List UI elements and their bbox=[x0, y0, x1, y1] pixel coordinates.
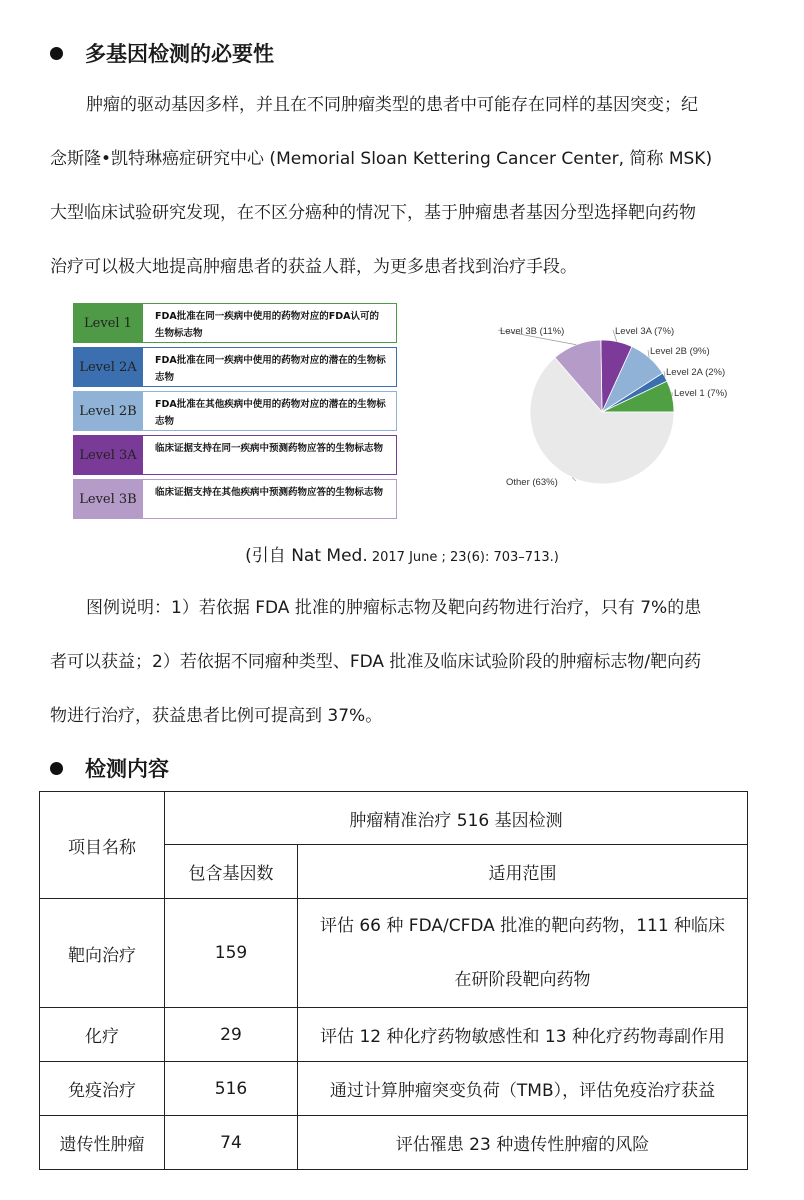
level-label: Level 3A bbox=[73, 435, 143, 475]
level-label: Level 3B bbox=[73, 479, 143, 519]
table-row bbox=[40, 899, 748, 1008]
section-heading-text: 检测内容 bbox=[85, 757, 169, 781]
pie-slice-label: Level 2A (2%) bbox=[666, 367, 726, 378]
row-scope bbox=[298, 899, 748, 1008]
level-row bbox=[73, 435, 397, 475]
paragraph-line: 图例说明：1）若依据 FDA 批准的肿瘤标志物及靶向药物进行治疗，只有 7%的患 bbox=[86, 598, 702, 618]
level-row bbox=[73, 391, 397, 431]
level-row bbox=[73, 479, 397, 519]
citation-prefix: (引自 Nat Med. bbox=[245, 546, 368, 566]
table-row bbox=[40, 1062, 748, 1116]
bullet-icon bbox=[50, 762, 63, 775]
citation bbox=[0, 541, 804, 566]
bullet-icon bbox=[50, 47, 63, 60]
citation-rest: 2017 June ; 23(6): 703–713.) bbox=[367, 550, 559, 565]
row-gene-count: 29 bbox=[165, 1008, 298, 1062]
level-description: 临床证据支持在其他疾病中预测药物应答的生物标志物 bbox=[143, 479, 397, 519]
header-item-name: 项目名称 bbox=[40, 792, 165, 899]
level-classification-table bbox=[73, 303, 397, 523]
paragraph-line: 肿瘤的驱动基因多样，并且在不同肿瘤类型的患者中可能存在同样的基因突变；纪 bbox=[86, 95, 698, 115]
paragraph-line: 大型临床试验研究发现，在不区分癌种的情况下，基于肿瘤患者基因分型选择靶向药物 bbox=[50, 203, 696, 223]
intro-paragraph bbox=[50, 78, 756, 294]
row-scope: 通过计算肿瘤突变负荷（TMB），评估免疫治疗获益 bbox=[298, 1062, 748, 1116]
row-gene-count: 159 bbox=[165, 899, 298, 1008]
level-row bbox=[73, 347, 397, 387]
row-item-name: 靶向治疗 bbox=[40, 899, 165, 1008]
row-item-name: 免疫治疗 bbox=[40, 1062, 165, 1116]
level-description: FDA批准在同一疾病中使用的药物对应的潜在的生物标志物 bbox=[143, 347, 397, 387]
level-label: Level 2A bbox=[73, 347, 143, 387]
paragraph-line: 念斯隆•凯特琳癌症研究中心 (Memorial Sloan Kettering Cancer Center, 简称 MSK) bbox=[50, 149, 713, 169]
pie-slice-label: Level 1 (7%) bbox=[674, 388, 728, 399]
paragraph-line: 者可以获益；2）若依据不同瘤种类型、FDA 批准及临床试验阶段的肿瘤标志物/靶向药 bbox=[50, 652, 702, 672]
row-gene-count: 74 bbox=[165, 1116, 298, 1170]
pie-slice-label: Level 3B (11%) bbox=[500, 326, 565, 337]
header-gene-count: 包含基因数 bbox=[165, 845, 298, 899]
paragraph-line: 治疗可以极大地提高肿瘤患者的获益人群，为更多患者找到治疗手段。 bbox=[50, 257, 577, 277]
level-label: Level 2B bbox=[73, 391, 143, 431]
row-item-name: 遗传性肿瘤 bbox=[40, 1116, 165, 1170]
scope-line: 评估 66 种 FDA/CFDA 批准的靶向药物，111 种临床 bbox=[319, 916, 726, 936]
section-heading-content bbox=[50, 753, 169, 783]
section-heading-text: 多基因检测的必要性 bbox=[85, 42, 274, 66]
level-label: Level 1 bbox=[73, 303, 143, 343]
pie-slice-label: Level 2B (9%) bbox=[650, 346, 710, 357]
table-header-row bbox=[40, 792, 748, 845]
row-scope: 评估 12 种化疗药物敏感性和 13 种化疗药物毒副作用 bbox=[298, 1008, 748, 1062]
test-content-table bbox=[39, 791, 748, 1170]
section-heading-necessity bbox=[50, 38, 274, 68]
row-scope: 评估罹患 23 种遗传性肿瘤的风险 bbox=[298, 1116, 748, 1170]
paragraph-line: 物进行治疗，获益患者比例可提高到 37%。 bbox=[50, 706, 383, 726]
pie-slice-label: Other (63%) bbox=[506, 477, 558, 488]
scope-line: 在研阶段靶向药物 bbox=[454, 970, 591, 990]
header-scope: 适用范围 bbox=[298, 845, 748, 899]
row-gene-count: 516 bbox=[165, 1062, 298, 1116]
level-row bbox=[73, 303, 397, 343]
pie-slice-label: Level 3A (7%) bbox=[615, 326, 675, 337]
table-row bbox=[40, 1116, 748, 1170]
pie-chart-svg bbox=[492, 308, 764, 508]
table-row bbox=[40, 1008, 748, 1062]
level-description: FDA批准在其他疾病中使用的药物对应的潜在的生物标志物 bbox=[143, 391, 397, 431]
legend-paragraph bbox=[50, 581, 756, 743]
header-panel-title: 肿瘤精准治疗 516 基因检测 bbox=[165, 792, 748, 845]
level-description: 临床证据支持在同一疾病中预测药物应答的生物标志物 bbox=[143, 435, 397, 475]
row-item-name: 化疗 bbox=[40, 1008, 165, 1062]
level-distribution-pie-chart bbox=[492, 308, 764, 508]
level-description: FDA批准在同一疾病中使用的药物对应的FDA认可的生物标志物 bbox=[143, 303, 397, 343]
